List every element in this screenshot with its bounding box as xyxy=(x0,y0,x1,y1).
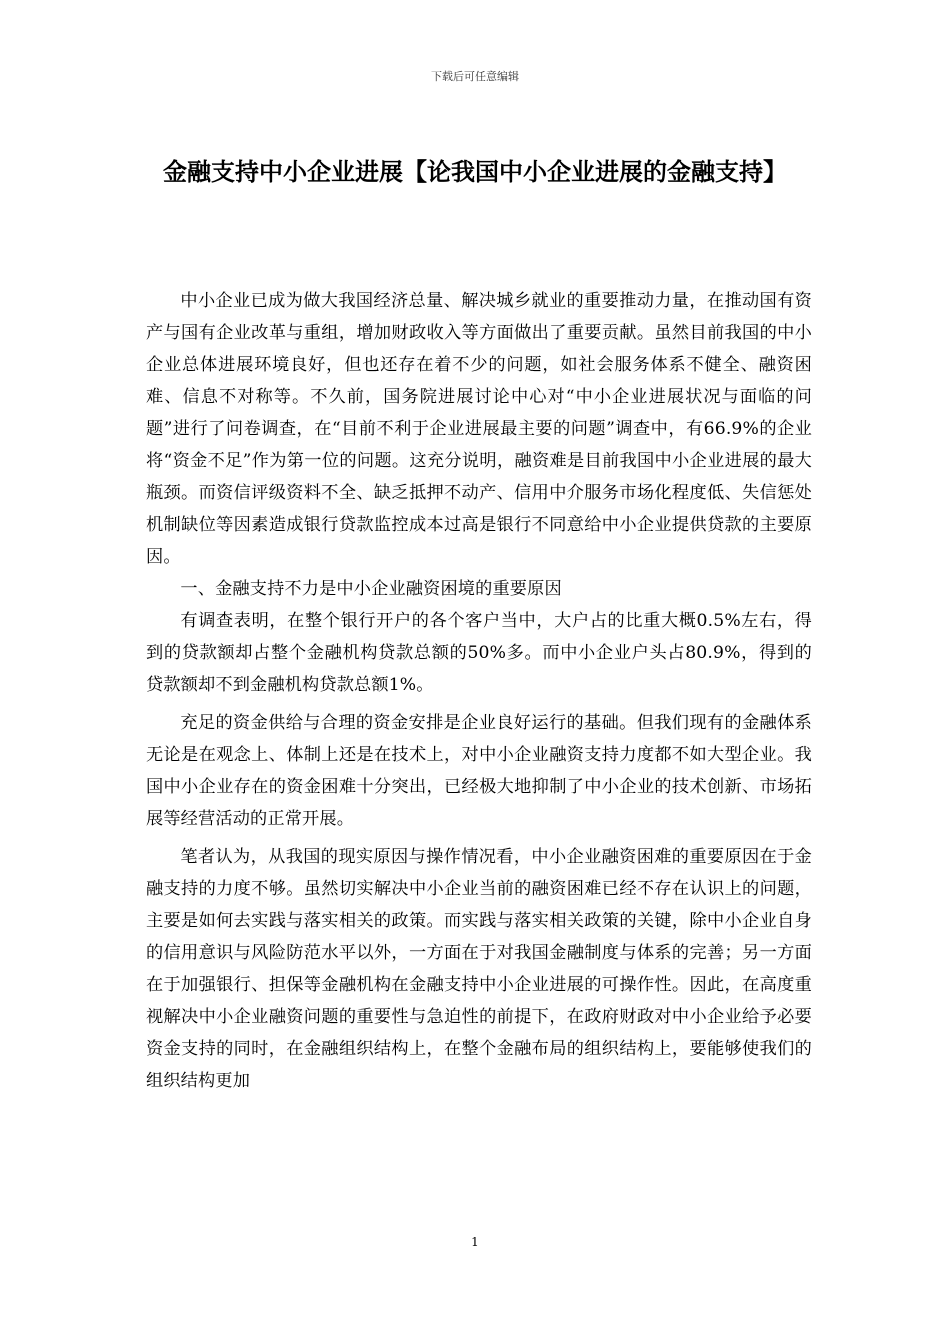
page-number: 1 xyxy=(471,1235,479,1249)
header-note: 下载后可任意编辑 xyxy=(431,70,519,83)
paragraph-intro: 中小企业已成为做大我国经济总量、解决城乡就业的重要推动力量，在推动国有资产与国有企业改革与重组，增加财政收入等方面做出了重要贡献。虽然目前我国的中小企业总体进展环境良好，但也还存在着不少的问题，如社会服务体系不健全、融资困难、信息不对称等。不久前，国务院进展讨论中心对“中小企业进展状况与面临的问题”进行了问卷调查，在“目前不利于企业进展最主要的问题”调查中，有66.9%的企业将“资金不足”作为第一位的问题。这充分说明，融资难是目前我国中小企业进展的最大瓶颈。而资信评级资料不全、缺乏抵押不动产、信用中介服务市场化程度低、失信惩处机制缺位等因素造成银行贷款监控成本过高是银行不同意给中小企业提供贷款的主要原因。 xyxy=(146,291,812,567)
paragraph-funding: 充足的资金供给与合理的资金安排是企业良好运行的基础。但我们现有的金融体系无论是在观念上、体制上还是在技术上，对中小企业融资支持力度都不如大型企业。我国中小企业存在的资金困难十分突出，已经极大地抑制了中小企业的技术创新、市场拓展等经营活动的正常开展。 xyxy=(146,713,812,829)
document-title: 金融支持中小企业进展【论我国中小企业进展的金融支持】 xyxy=(163,158,787,186)
section-heading-1: 一、金融支持不力是中小企业融资困境的重要原因 xyxy=(180,579,562,599)
document-body xyxy=(146,285,812,1097)
paragraph-author-view: 笔者认为，从我国的现实原因与操作情况看，中小企业融资困难的重要原因在于金融支持的力度不够。虽然切实解决中小企业当前的融资困难已经不存在认识上的问题，主要是如何去实践与落实相关的政策。而实践与落实相关政策的关键，除中小企业自身的信用意识与风险防范水平以外，一方面在于对我国金融制度与体系的完善；另一方面在于加强银行、担保等金融机构在金融支持中小企业进展的可操作性。因此，在高度重视解决中小企业融资问题的重要性与急迫性的前提下，在政府财政对中小企业给予必要资金支持的同时，在金融组织结构上，在整个金融布局的组织结构上，要能够使我们的组织结构更加 xyxy=(146,847,812,1091)
paragraph-survey: 有调查表明，在整个银行开户的各个客户当中，大户占的比重大概0.5%左右，得到的贷款额却占整个金融机构贷款总额的50%多。而中小企业户头占80.9%，得到的贷款额却不到金融机构贷款总额1%。 xyxy=(146,611,812,695)
